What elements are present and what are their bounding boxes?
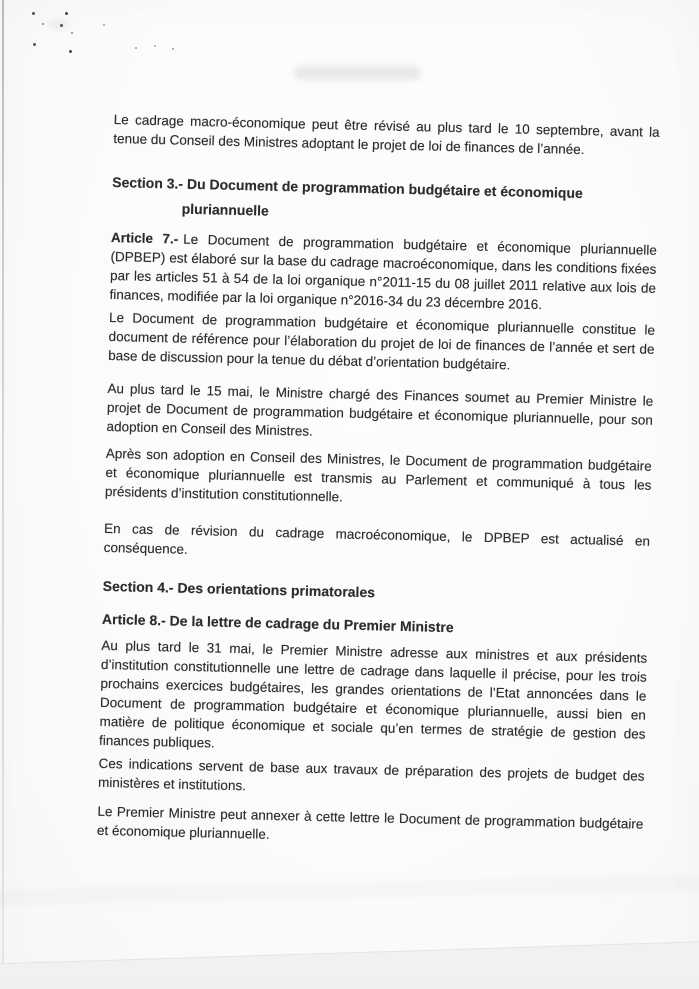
- paragraph-text: Le Document de programmation budgétaire et économique pluriannuelle (DPBEP) est élaboré sur la base du cadrage macroéconomique, dans les conditions fixées par les articles 51 à 54 de la loi organique n°2011-15 du 08 juillet 2011 relative aux lois de finances, modifiée par la loi organique n°2016-34 du 23 décembre 2016.: [109, 231, 658, 313]
- paragraph-31-mai: Au plus tard le 31 mai, le Premier Ministre adresse aux ministres et aux présidents d’institution constitutionnelle une lettre de cadrage dans laquelle il précise, pour les trois prochains exercices budgétaires, les grandes orientations de l’Etat annoncées dans le Document de programmation budgétaire et économique pluriannuelle, aussi bien en matière de politique économique et sociale qu’en termes de stratégie de gestion des finances publiques.: [98, 637, 648, 751]
- paragraph-15-mai: Au plus tard le 15 mai, le Ministre chargé des Finances soumet au Premier Ministre le projet de Document de programmation budgétaire et économique pluriannuelle, pour son adoption en Conseil des Ministres.: [106, 380, 654, 439]
- heading-line: pluriannuelle: [181, 200, 269, 219]
- scan-speck: [172, 48, 174, 50]
- paragraph-dpbep-reference: Le Document de programmation budgétaire et économique pluriannuelle constitue le document de référence pour l’élaboration du projet de loi de finances de l’année et sert de base de discussion pour la tenue du débat d’orientation budgétaire.: [108, 309, 656, 373]
- section-3-heading: [111, 170, 658, 233]
- heading-line: Section 4.- Des orientations primatorales: [102, 577, 376, 601]
- paragraph-adoption-conseil: Après son adoption en Conseil des Ministres, le Document de programmation budgétaire et économique pluriannuelle est transmis au Parlement et communiqué à tous les présidents d’institution constitutionnelle.: [104, 445, 652, 505]
- scan-speck: [32, 12, 35, 15]
- heading-line: Section 3.- Du Document de programmation budgétaire et économique: [112, 173, 583, 202]
- scan-speck: [135, 47, 137, 49]
- heading-line: Article 8.- De la lettre de cadrage du Premier Ministre: [101, 610, 454, 636]
- article-7-label: Article 7.-: [110, 229, 179, 247]
- paragraph-cadrage-revision: Le cadrage macro-économique peut être révisé au plus tard le 10 septembre, avant la tenue du Conseil des Ministres adoptant le projet de loi de finances de l’année.: [113, 111, 660, 158]
- paragraph-annexe: Le Premier Ministre peut annexer à cette lettre le Document de programmation budgétaire et économique pluriannuelle.: [96, 803, 644, 842]
- scan-smudge: [48, 20, 70, 29]
- scan-speck: [69, 50, 72, 53]
- bleed-through-mark: [295, 66, 420, 80]
- paragraph-article-7: [109, 228, 657, 317]
- section-4-heading: [102, 574, 648, 612]
- paragraph-indications: Ces indications servent de base aux travaux de préparation des projets de budget des ministères et institutions.: [97, 755, 645, 794]
- scan-speck: [103, 24, 105, 26]
- scan-speck: [71, 32, 73, 34]
- scan-speck: [65, 12, 68, 15]
- scan-speck: [33, 43, 36, 46]
- scan-shading-band: [0, 874, 699, 906]
- scan-speck: [154, 45, 156, 47]
- scanner-background-strip: [0, 982, 699, 989]
- page-edge-line: [2, 0, 4, 989]
- paragraph-revision-dpbep: En cas de révision du cadrage macroéconomique, le DPBEP est actualisé en conséquence.: [103, 520, 651, 557]
- scan-speck: [42, 23, 44, 25]
- page-content: [97, 110, 660, 853]
